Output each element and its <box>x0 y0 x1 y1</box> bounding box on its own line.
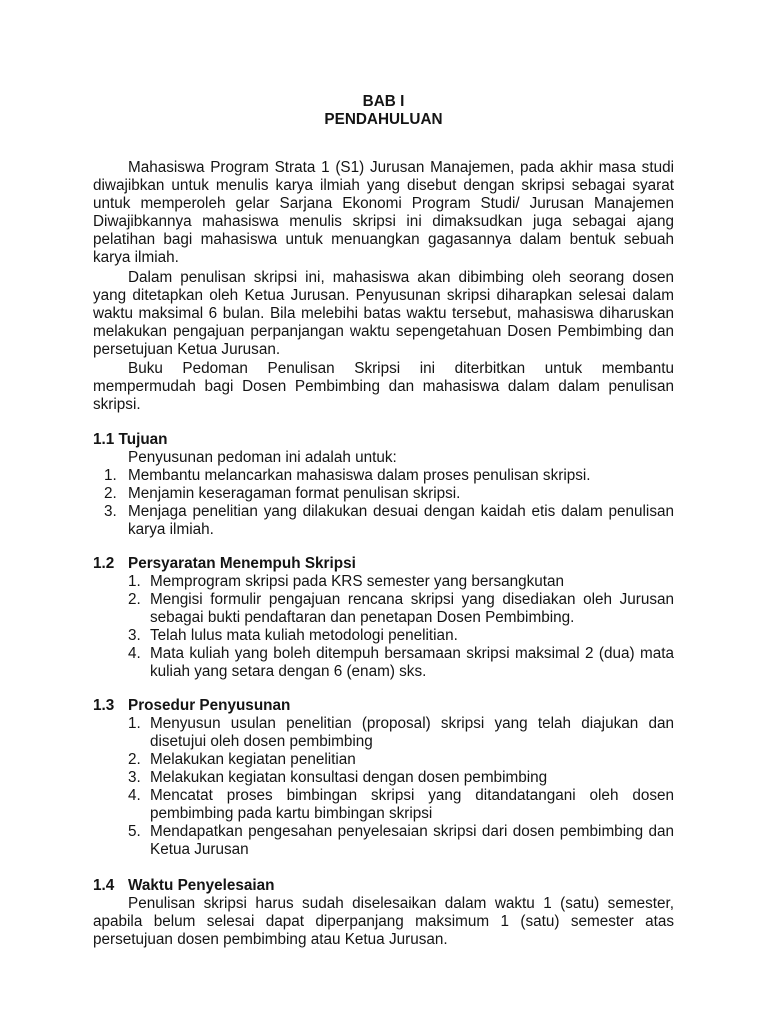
paragraph-line: skripsi. <box>93 396 141 413</box>
list-number: 2. <box>104 485 117 502</box>
paragraph-line: Buku Pedoman Penulisan Skripsi ini diterbitkan untuk membantu <box>128 360 674 377</box>
paragraph-line: mempermudah bagi Dosen Pembimbing dan mahasiswa dalam dalam penulisan <box>93 378 674 395</box>
list-line: Menjaga penelitian yang dilakukan desuai dengan kaidah etis dalam penulisan <box>128 503 674 520</box>
list-line: Menjamin keseragaman format penulisan skripsi. <box>128 485 461 502</box>
chapter-title: PENDAHULUAN <box>324 111 443 128</box>
paragraph-line: Mahasiswa Program Strata 1 (S1) Jurusan Manajemen, pada akhir masa studi <box>128 159 674 176</box>
list-item <box>93 573 674 591</box>
list-item <box>93 503 674 539</box>
list-line: Mendapatkan pengesahan penyelesaian skripsi dari dosen pembimbing dan <box>150 823 674 840</box>
list-number: 4. <box>128 645 141 662</box>
intro-paragraph <box>93 159 674 267</box>
list-item <box>93 769 674 787</box>
list-number: 3. <box>128 769 141 786</box>
section-title: Waktu Penyelesaian <box>128 877 275 894</box>
paragraph-line: Penulisan skripsi harus sudah diselesaikan dalam waktu 1 (satu) semester, <box>128 895 674 912</box>
chapter-label: BAB I <box>362 93 405 110</box>
list-line: pembimbing pada kartu bimbingan skripsi <box>150 805 433 822</box>
list-number: 2. <box>128 591 141 608</box>
list-number: 2. <box>128 751 141 768</box>
paragraph-line: persetujuan dosen pembimbing atau Ketua Jurusan. <box>93 931 448 948</box>
paragraph-line: persetujuan Ketua Jurusan. <box>93 341 281 358</box>
paragraph-line: karya ilmiah. <box>93 249 179 266</box>
paragraph-line: Dalam penulisan skripsi ini, mahasiswa akan dibimbing oleh seorang dosen <box>128 269 674 286</box>
list-item <box>93 591 674 627</box>
list-item <box>93 751 674 769</box>
list-line: Telah lulus mata kuliah metodologi penelitian. <box>150 627 458 644</box>
section-lead: Penyusunan pedoman ini adalah untuk: <box>128 449 397 466</box>
list-number: 1. <box>128 715 141 732</box>
document-body <box>93 93 674 949</box>
section-heading <box>93 697 674 715</box>
list-line: Melakukan kegiatan penelitian <box>150 751 356 768</box>
list-number: 1. <box>104 467 117 484</box>
paragraph-line: untuk memperoleh gelar Sarjana Ekonomi Program Studi/ Jurusan Manajemen <box>93 195 674 212</box>
list-item <box>93 467 674 485</box>
section-tujuan <box>93 431 674 539</box>
list-line: Mengisi formulir pengajuan rencana skripsi yang disediakan oleh Jurusan <box>150 591 674 608</box>
section-number: 1.3 <box>93 697 115 714</box>
section-heading <box>93 555 674 573</box>
list-item <box>93 627 674 645</box>
list-line: Membantu melancarkan mahasiswa dalam proses penulisan skripsi. <box>128 467 591 484</box>
section-title: Tujuan <box>118 431 168 448</box>
list-line: Mencatat proses bimbingan skripsi yang ditandatangani oleh dosen <box>150 787 674 804</box>
list-number: 4. <box>128 787 141 804</box>
intro-paragraph <box>93 269 674 359</box>
section-waktu <box>93 877 674 949</box>
list-number: 5. <box>128 823 141 840</box>
list-line: Mata kuliah yang boleh ditempuh bersamaan skripsi maksimal 2 (dua) mata <box>150 645 674 662</box>
paragraph-line: yang ditetapkan oleh Ketua Jurusan. Penyusunan skripsi diharapkan selesai dalam <box>93 287 674 304</box>
section-title: Prosedur Penyusunan <box>128 697 291 714</box>
list-number: 3. <box>104 503 117 520</box>
list-line: karya ilmiah. <box>128 521 214 538</box>
list-line: Memprogram skripsi pada KRS semester yang bersangkutan <box>150 573 565 590</box>
paragraph-line: diwajibkan untuk menulis karya ilmiah yang disebut dengan skripsi sebagai syarat <box>93 177 674 194</box>
section-title: Persyaratan Menempuh Skripsi <box>128 555 356 572</box>
paragraph-line: waktu maksimal 6 bulan. Bila melebihi batas waktu tersebut, mahasiswa diharuskan <box>93 305 674 322</box>
list-line: Ketua Jurusan <box>150 841 249 858</box>
list-line: kuliah yang setara dengan 6 (enam) sks. <box>150 663 427 680</box>
section-number: 1.4 <box>93 877 115 894</box>
list-item <box>93 787 674 823</box>
list-item <box>93 485 674 503</box>
paragraph-line: apabila belum selesai dapat diperpanjang maksimum 1 (satu) semester atas <box>93 913 674 930</box>
list-number: 1. <box>128 573 141 590</box>
intro-paragraph <box>93 360 674 414</box>
list-line: Menyusun usulan penelitian (proposal) skripsi yang telah diajukan dan <box>150 715 674 732</box>
chapter-heading <box>93 93 674 129</box>
section-heading <box>93 431 674 449</box>
list-line: Melakukan kegiatan konsultasi dengan dosen pembimbing <box>150 769 548 786</box>
list-line: sebagai bukti pendaftaran dan penetapan Dosen Pembimbing. <box>150 609 575 626</box>
section-persyaratan <box>93 555 674 681</box>
list-item <box>93 823 674 859</box>
section-heading <box>93 877 674 895</box>
section-number: 1.2 <box>93 555 115 572</box>
section-number: 1.1 <box>93 431 115 448</box>
paragraph-line: melakukan pengajuan perpanjangan waktu sepengetahuan Dosen Pembimbing dan <box>93 323 674 340</box>
paragraph-line: pelatihan bagi mahasiswa untuk menuangkan gagasannya dalam bentuk sebuah <box>93 231 674 248</box>
paragraph-line: Diwajibkannya mahasiswa menulis skripsi ini dimaksudkan juga sebagai ajang <box>93 213 674 230</box>
list-line: disetujui oleh dosen pembimbing <box>150 733 373 750</box>
list-number: 3. <box>128 627 141 644</box>
list-item <box>93 715 674 751</box>
section-prosedur <box>93 697 674 859</box>
list-item <box>93 645 674 681</box>
